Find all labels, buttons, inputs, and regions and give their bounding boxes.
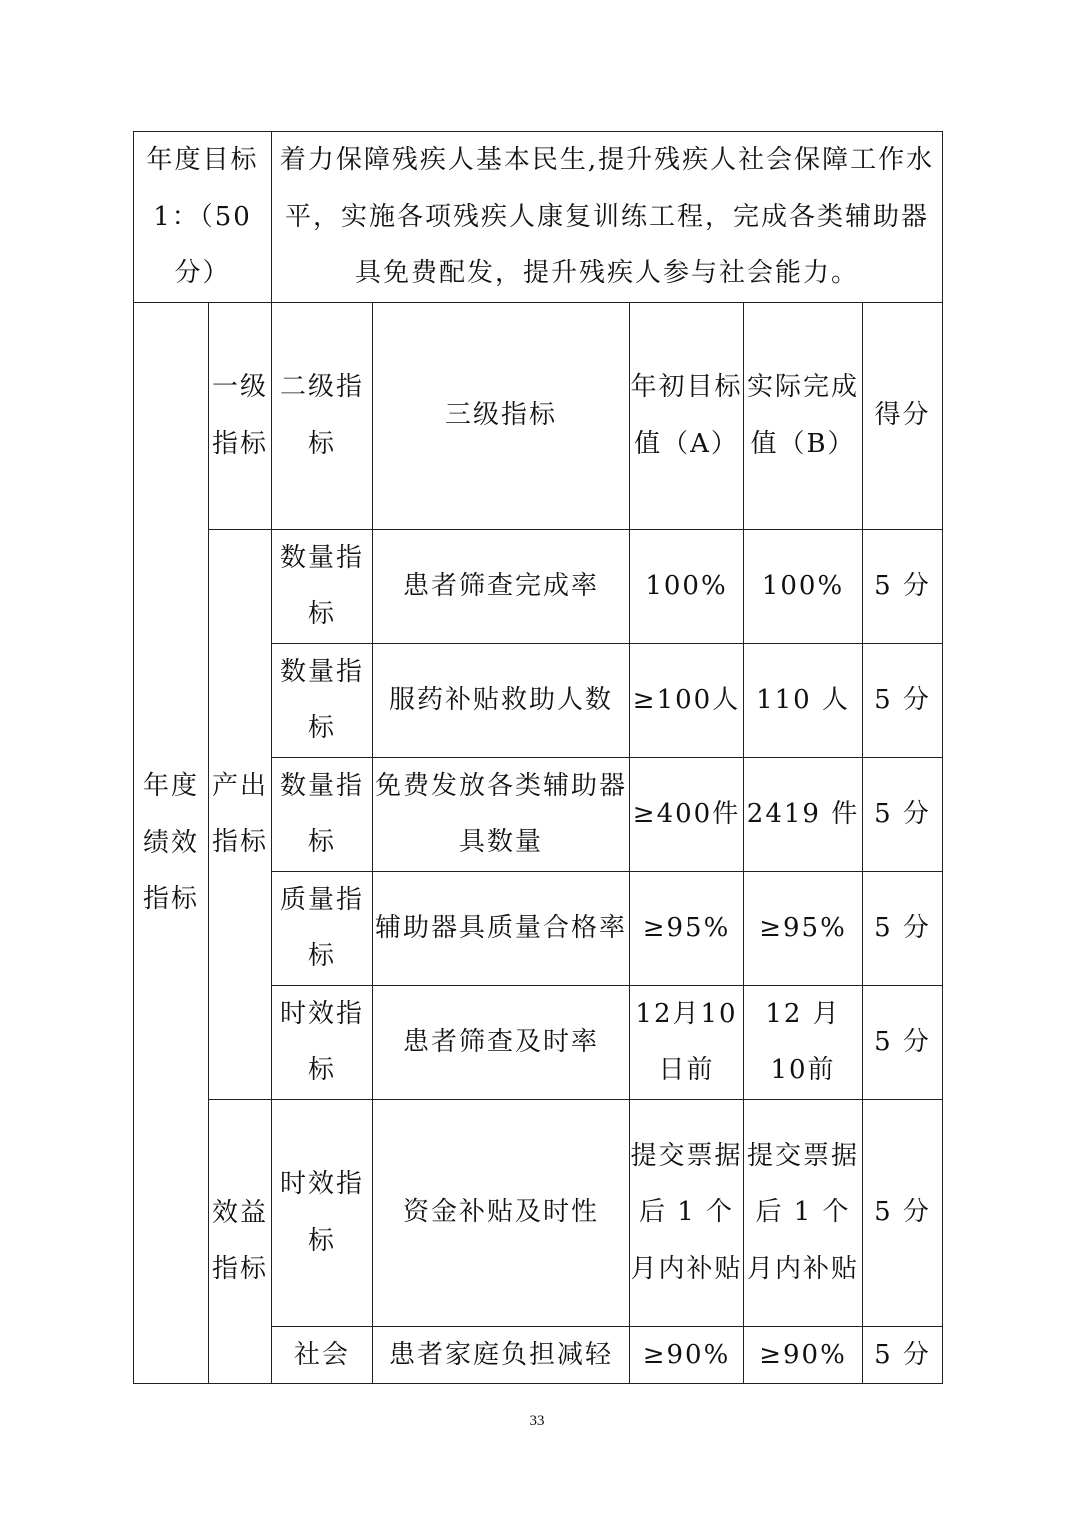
level2-cell: 时效指标: [272, 1099, 373, 1326]
performance-table: [133, 131, 943, 1384]
header-level2: 二级指标: [272, 302, 373, 529]
score-cell: 5 分: [863, 1099, 943, 1326]
actual-cell: 提交票据后 1 个月内补贴: [744, 1099, 863, 1326]
table-row: [134, 1099, 943, 1326]
level3-cell: 资金补贴及时性: [373, 1099, 630, 1326]
page-number: 33: [529, 1413, 545, 1429]
goal-label: 年度目标1：（50分）: [134, 132, 272, 303]
score-cell: 5 分: [863, 1326, 943, 1384]
header-target: 年初目标值（A）: [630, 302, 744, 529]
group-label-benefit: 效益指标: [209, 1099, 272, 1384]
score-cell: 5 分: [863, 871, 943, 985]
level2-cell: 质量指标: [272, 871, 373, 985]
level2-cell: 数量指标: [272, 529, 373, 643]
actual-cell: 110 人: [744, 643, 863, 757]
target-cell: ≥90%: [630, 1326, 744, 1384]
target-cell: 12月10日前: [630, 985, 744, 1099]
target-cell: ≥400件: [630, 757, 744, 871]
level2-cell: 数量指标: [272, 643, 373, 757]
actual-cell: 100%: [744, 529, 863, 643]
score-cell: 5 分: [863, 529, 943, 643]
header-actual: 实际完成值（B）: [744, 302, 863, 529]
target-cell: 提交票据后 1 个月内补贴: [630, 1099, 744, 1326]
score-cell: 5 分: [863, 985, 943, 1099]
header-row: [134, 302, 943, 529]
group-label-output: 产出指标: [209, 529, 272, 1099]
header-score: 得分: [863, 302, 943, 529]
level3-cell: 免费发放各类辅助器具数量: [373, 757, 630, 871]
level3-cell: 辅助器具质量合格率: [373, 871, 630, 985]
actual-cell: ≥90%: [744, 1326, 863, 1384]
score-cell: 5 分: [863, 643, 943, 757]
actual-cell: 2419 件: [744, 757, 863, 871]
level3-cell: 患者筛查完成率: [373, 529, 630, 643]
goal-row: [134, 132, 943, 303]
target-cell: 100%: [630, 529, 744, 643]
level2-cell: 数量指标: [272, 757, 373, 871]
header-level1: 一级指标: [209, 302, 272, 529]
level2-cell: 社会: [272, 1326, 373, 1384]
score-cell: 5 分: [863, 757, 943, 871]
level3-cell: 服药补贴救助人数: [373, 643, 630, 757]
section-label: 年度绩效指标: [134, 302, 209, 1384]
goal-text: 着力保障残疾人基本民生,提升残疾人社会保障工作水平，实施各项残疾人康复训练工程，完成各类辅助器具免费配发，提升残疾人参与社会能力。: [272, 132, 943, 303]
target-cell: ≥95%: [630, 871, 744, 985]
table-row: [134, 529, 943, 643]
level2-cell: 时效指标: [272, 985, 373, 1099]
actual-cell: ≥95%: [744, 871, 863, 985]
target-cell: ≥100人: [630, 643, 744, 757]
level3-cell: 患者筛查及时率: [373, 985, 630, 1099]
actual-cell: 12 月 10前: [744, 985, 863, 1099]
level3-cell: 患者家庭负担减轻: [373, 1326, 630, 1384]
header-level3: 三级指标: [373, 302, 630, 529]
